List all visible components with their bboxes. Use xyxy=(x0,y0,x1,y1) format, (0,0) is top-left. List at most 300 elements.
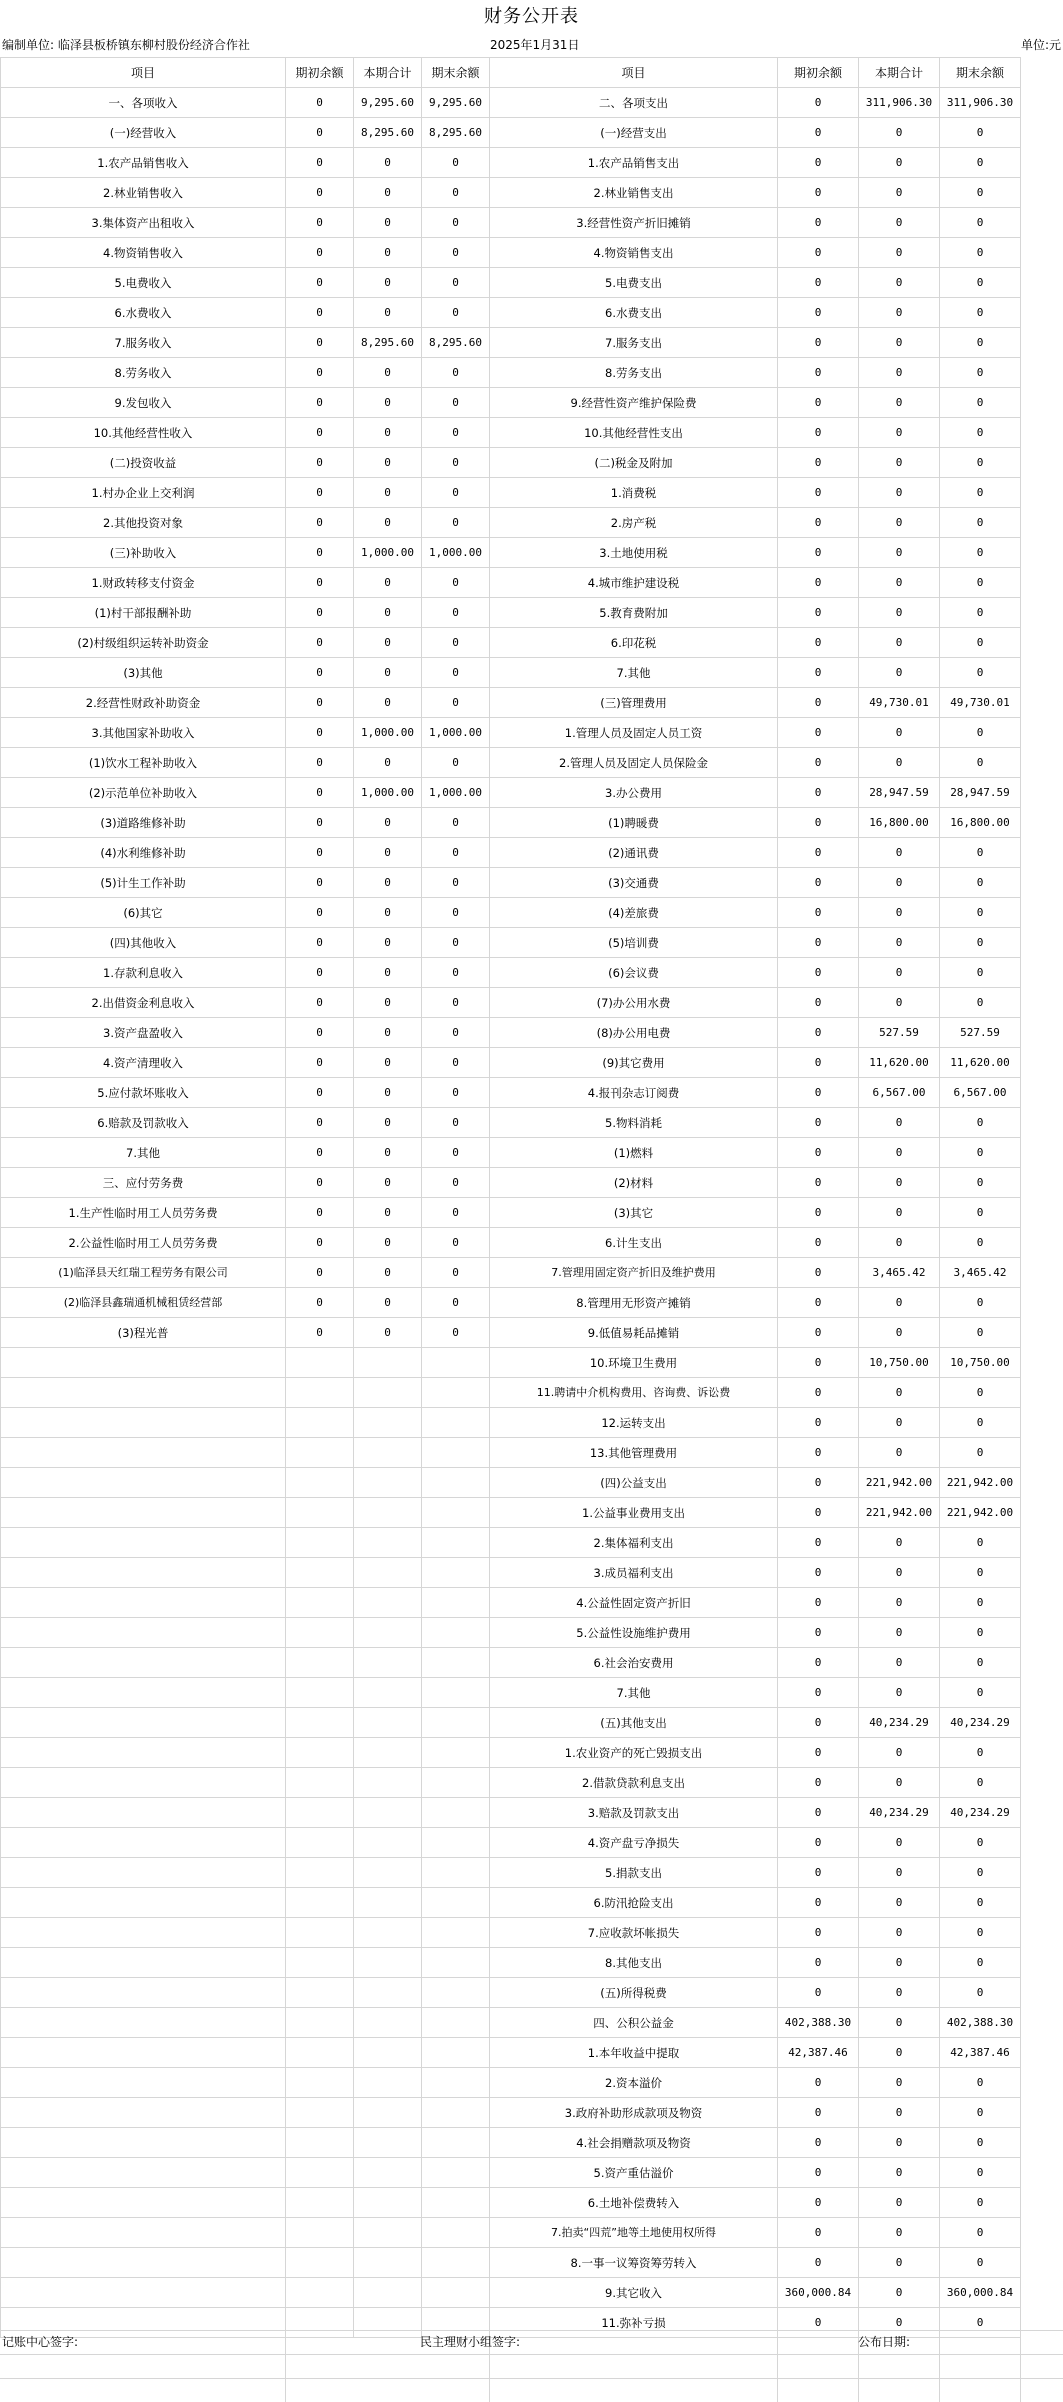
table-row xyxy=(1,1438,1021,1468)
amount-cell: 0 xyxy=(859,1528,940,1558)
table-row xyxy=(1,1078,1021,1108)
amount-cell: 0 xyxy=(778,178,859,208)
table-row xyxy=(1,1288,1021,1318)
table-row xyxy=(1,1768,1021,1798)
income-item-cell xyxy=(1,1708,286,1738)
amount-cell: 0 xyxy=(940,748,1021,778)
expense-item-cell: 8.劳务支出 xyxy=(490,358,778,388)
table-row xyxy=(1,1588,1021,1618)
amount-cell: 0 xyxy=(778,1258,859,1288)
amount-cell: 0 xyxy=(859,2218,940,2248)
amount-cell xyxy=(286,1828,354,1858)
amount-cell: 0 xyxy=(859,928,940,958)
amount-cell: 42,387.46 xyxy=(940,2038,1021,2068)
amount-cell: 0 xyxy=(422,388,490,418)
amount-cell xyxy=(422,1528,490,1558)
income-item-cell xyxy=(1,1498,286,1528)
amount-cell: 0 xyxy=(286,1078,354,1108)
amount-cell: 0 xyxy=(778,2218,859,2248)
table-row xyxy=(1,2128,1021,2158)
expense-item-cell: 二、各项支出 xyxy=(490,88,778,118)
amount-cell: 0 xyxy=(354,478,422,508)
expense-item-cell: 5.捐款支出 xyxy=(490,1858,778,1888)
income-item-cell: 3.集体资产出租收入 xyxy=(1,208,286,238)
amount-cell: 11,620.00 xyxy=(859,1048,940,1078)
amount-cell: 1,000.00 xyxy=(354,778,422,808)
amount-cell xyxy=(422,1588,490,1618)
amount-cell: 0 xyxy=(859,1618,940,1648)
table-row xyxy=(1,1888,1021,1918)
amount-cell: 0 xyxy=(422,418,490,448)
table-row xyxy=(1,1618,1021,1648)
amount-cell: 0 xyxy=(422,448,490,478)
income-item-cell xyxy=(1,2278,286,2308)
amount-cell xyxy=(286,1918,354,1948)
amount-cell xyxy=(286,1978,354,2008)
amount-cell xyxy=(286,1468,354,1498)
table-row xyxy=(1,1918,1021,1948)
income-item-cell xyxy=(1,1588,286,1618)
amount-cell: 0 xyxy=(354,148,422,178)
expense-item-cell: 4.社会捐赠款项及物资 xyxy=(490,2128,778,2158)
amount-cell: 0 xyxy=(940,988,1021,1018)
amount-cell: 0 xyxy=(286,748,354,778)
amount-cell: 0 xyxy=(778,748,859,778)
income-item-cell xyxy=(1,1378,286,1408)
amount-cell: 0 xyxy=(286,118,354,148)
amount-cell: 0 xyxy=(940,1558,1021,1588)
amount-cell: 0 xyxy=(354,1258,422,1288)
expense-item-cell: 6.计生支出 xyxy=(490,1228,778,1258)
amount-cell: 0 xyxy=(940,1678,1021,1708)
expense-item-cell: 6.水费支出 xyxy=(490,298,778,328)
table-row xyxy=(1,208,1021,238)
table-row xyxy=(1,1408,1021,1438)
table-row xyxy=(1,1378,1021,1408)
amount-cell: 0 xyxy=(778,2308,859,2338)
amount-cell: 0 xyxy=(286,808,354,838)
table-row xyxy=(1,2068,1021,2098)
amount-cell: 0 xyxy=(286,1108,354,1138)
amount-cell xyxy=(422,1918,490,1948)
amount-cell: 0 xyxy=(778,538,859,568)
amount-cell xyxy=(286,1738,354,1768)
amount-cell: 0 xyxy=(940,358,1021,388)
expense-item-cell: 11.聘请中介机构费用、咨询费、诉讼费 xyxy=(490,1378,778,1408)
amount-cell xyxy=(354,2128,422,2158)
income-item-cell: 6.水费收入 xyxy=(1,298,286,328)
amount-cell: 0 xyxy=(354,958,422,988)
income-item-cell: (四)其他收入 xyxy=(1,928,286,958)
amount-cell: 0 xyxy=(778,1348,859,1378)
amount-cell: 0 xyxy=(286,388,354,418)
amount-cell: 0 xyxy=(286,868,354,898)
expense-item-cell: 4.公益性固定资产折旧 xyxy=(490,1588,778,1618)
table-row xyxy=(1,148,1021,178)
amount-cell: 0 xyxy=(940,1858,1021,1888)
col-header-closing-left: 期末余额 xyxy=(422,58,490,88)
table-row xyxy=(1,598,1021,628)
amount-cell xyxy=(354,1948,422,1978)
amount-cell xyxy=(286,1708,354,1738)
amount-cell: 0 xyxy=(859,1768,940,1798)
amount-cell xyxy=(286,2218,354,2248)
amount-cell: 0 xyxy=(286,1138,354,1168)
income-item-cell: 2.经营性财政补助资金 xyxy=(1,688,286,718)
amount-cell xyxy=(286,2158,354,2188)
income-item-cell: 4.物资销售收入 xyxy=(1,238,286,268)
amount-cell: 0 xyxy=(859,2008,940,2038)
amount-cell: 0 xyxy=(940,388,1021,418)
amount-cell xyxy=(354,1498,422,1528)
amount-cell xyxy=(286,1648,354,1678)
amount-cell: 0 xyxy=(778,358,859,388)
table-row xyxy=(1,478,1021,508)
table-row xyxy=(1,1468,1021,1498)
amount-cell xyxy=(354,2188,422,2218)
col-header-period-left: 本期合计 xyxy=(354,58,422,88)
page-title: 财务公开表 xyxy=(484,6,579,27)
amount-cell: 0 xyxy=(422,238,490,268)
expense-item-cell: 6.土地补偿费转入 xyxy=(490,2188,778,2218)
amount-cell: 0 xyxy=(940,178,1021,208)
table-row xyxy=(1,748,1021,778)
income-item-cell xyxy=(1,1618,286,1648)
amount-cell: 0 xyxy=(286,358,354,388)
amount-cell xyxy=(286,1558,354,1588)
expense-item-cell: 3.办公费用 xyxy=(490,778,778,808)
amount-cell: 0 xyxy=(778,418,859,448)
amount-cell: 0 xyxy=(859,2278,940,2308)
amount-cell: 0 xyxy=(354,898,422,928)
table-row xyxy=(1,1798,1021,1828)
expense-item-cell: (一)经营支出 xyxy=(490,118,778,148)
expense-item-cell: 3.土地使用税 xyxy=(490,538,778,568)
expense-item-cell: 7.应收款坏帐损失 xyxy=(490,1918,778,1948)
amount-cell: 0 xyxy=(940,1288,1021,1318)
amount-cell: 0 xyxy=(859,388,940,418)
amount-cell: 0 xyxy=(778,928,859,958)
amount-cell: 0 xyxy=(778,1888,859,1918)
amount-cell: 0 xyxy=(354,1318,422,1348)
expense-item-cell: 5.资产重估溢价 xyxy=(490,2158,778,2188)
income-item-cell xyxy=(1,2248,286,2278)
expense-item-cell: 13.其他管理费用 xyxy=(490,1438,778,1468)
table-row xyxy=(1,1318,1021,1348)
amount-cell: 0 xyxy=(778,118,859,148)
amount-cell: 0 xyxy=(859,1288,940,1318)
amount-cell: 0 xyxy=(422,358,490,388)
amount-cell: 0 xyxy=(940,298,1021,328)
amount-cell: 0 xyxy=(286,718,354,748)
amount-cell: 0 xyxy=(940,1768,1021,1798)
amount-cell: 8,295.60 xyxy=(422,118,490,148)
table-row xyxy=(1,808,1021,838)
amount-cell xyxy=(286,1528,354,1558)
amount-cell: 0 xyxy=(354,508,422,538)
amount-cell: 0 xyxy=(354,808,422,838)
amount-cell: 0 xyxy=(940,118,1021,148)
amount-cell: 0 xyxy=(778,508,859,538)
amount-cell: 0 xyxy=(778,1798,859,1828)
amount-cell: 0 xyxy=(778,208,859,238)
table-row xyxy=(1,2248,1021,2278)
amount-cell xyxy=(422,2008,490,2038)
expense-item-cell: 5.教育费附加 xyxy=(490,598,778,628)
table-row xyxy=(1,1558,1021,1588)
amount-cell xyxy=(286,1798,354,1828)
amount-cell: 0 xyxy=(859,2308,940,2338)
amount-cell: 0 xyxy=(354,688,422,718)
amount-cell: 0 xyxy=(859,1318,940,1348)
amount-cell xyxy=(286,1678,354,1708)
table-row xyxy=(1,1018,1021,1048)
amount-cell: 0 xyxy=(940,2098,1021,2128)
table-row xyxy=(1,1228,1021,1258)
amount-cell: 0 xyxy=(778,1138,859,1168)
footer-bottom-line xyxy=(0,2378,1063,2379)
amount-cell: 0 xyxy=(286,1228,354,1258)
amount-cell: 0 xyxy=(940,2218,1021,2248)
table-row xyxy=(1,448,1021,478)
amount-cell xyxy=(354,1528,422,1558)
amount-cell: 0 xyxy=(859,1108,940,1138)
amount-cell: 0 xyxy=(778,1768,859,1798)
amount-cell: 0 xyxy=(940,1108,1021,1138)
income-item-cell: (3)道路维修补助 xyxy=(1,808,286,838)
amount-cell: 0 xyxy=(940,928,1021,958)
amount-cell: 0 xyxy=(859,1558,940,1588)
expense-item-cell: (五)所得税费 xyxy=(490,1978,778,2008)
expense-item-cell: (6)会议费 xyxy=(490,958,778,988)
expense-item-cell: (7)办公用水费 xyxy=(490,988,778,1018)
income-item-cell: 1.财政转移支付资金 xyxy=(1,568,286,598)
amount-cell: 40,234.29 xyxy=(940,1708,1021,1738)
amount-cell xyxy=(354,1888,422,1918)
amount-cell: 0 xyxy=(859,1828,940,1858)
income-item-cell xyxy=(1,1678,286,1708)
expense-item-cell: (8)办公用电费 xyxy=(490,1018,778,1048)
amount-cell xyxy=(422,1888,490,1918)
expense-item-cell: 12.运转支出 xyxy=(490,1408,778,1438)
table-body xyxy=(1,88,1021,2338)
expense-item-cell: 8.其他支出 xyxy=(490,1948,778,1978)
amount-cell: 527.59 xyxy=(940,1018,1021,1048)
amount-cell xyxy=(422,1438,490,1468)
amount-cell xyxy=(354,1588,422,1618)
amount-cell xyxy=(354,1798,422,1828)
report-date: 2025年1月31日 xyxy=(490,38,580,52)
amount-cell xyxy=(354,2278,422,2308)
amount-cell xyxy=(354,2098,422,2128)
income-item-cell xyxy=(1,1648,286,1678)
amount-cell: 0 xyxy=(859,1378,940,1408)
income-item-cell: (3)其他 xyxy=(1,658,286,688)
expense-item-cell: (五)其他支出 xyxy=(490,1708,778,1738)
income-item-cell: 2.其他投资对象 xyxy=(1,508,286,538)
expense-item-cell: 3.赔款及罚款支出 xyxy=(490,1798,778,1828)
amount-cell: 0 xyxy=(778,1408,859,1438)
amount-cell: 0 xyxy=(354,448,422,478)
table-row xyxy=(1,1978,1021,2008)
income-item-cell: 2.公益性临时用工人员劳务费 xyxy=(1,1228,286,1258)
amount-cell: 402,388.30 xyxy=(778,2008,859,2038)
amount-cell: 0 xyxy=(778,1288,859,1318)
amount-cell: 0 xyxy=(859,478,940,508)
income-item-cell xyxy=(1,1408,286,1438)
amount-cell xyxy=(286,1348,354,1378)
amount-cell: 0 xyxy=(940,268,1021,298)
amount-cell xyxy=(354,2218,422,2248)
amount-cell: 0 xyxy=(778,448,859,478)
amount-cell xyxy=(354,1408,422,1438)
amount-cell: 0 xyxy=(778,1918,859,1948)
amount-cell: 0 xyxy=(354,178,422,208)
amount-cell xyxy=(354,1378,422,1408)
amount-cell xyxy=(422,1738,490,1768)
income-item-cell: (1)临泽县天红瑞工程劳务有限公司 xyxy=(1,1258,286,1288)
amount-cell: 221,942.00 xyxy=(859,1498,940,1528)
footer-divider xyxy=(1020,2330,1021,2402)
finance-group-signature: 民主理财小组签字: xyxy=(420,2335,521,2349)
amount-cell: 0 xyxy=(286,538,354,568)
amount-cell: 0 xyxy=(778,898,859,928)
amount-cell: 0 xyxy=(286,328,354,358)
amount-cell: 0 xyxy=(422,868,490,898)
amount-cell: 0 xyxy=(859,358,940,388)
table-row xyxy=(1,1678,1021,1708)
amount-cell: 0 xyxy=(286,178,354,208)
amount-cell: 0 xyxy=(859,628,940,658)
amount-cell: 0 xyxy=(354,928,422,958)
amount-cell: 0 xyxy=(940,1378,1021,1408)
amount-cell: 221,942.00 xyxy=(859,1468,940,1498)
amount-cell xyxy=(286,1858,354,1888)
income-item-cell: 2.出借资金利息收入 xyxy=(1,988,286,1018)
amount-cell: 0 xyxy=(422,568,490,598)
amount-cell: 0 xyxy=(778,1048,859,1078)
income-item-cell: (5)计生工作补助 xyxy=(1,868,286,898)
amount-cell: 0 xyxy=(286,448,354,478)
table-row xyxy=(1,568,1021,598)
amount-cell: 0 xyxy=(778,388,859,418)
income-item-cell: (一)经营收入 xyxy=(1,118,286,148)
amount-cell xyxy=(354,2308,422,2338)
income-item-cell: 2.林业销售收入 xyxy=(1,178,286,208)
expense-item-cell: 4.报刊杂志订阅费 xyxy=(490,1078,778,1108)
amount-cell: 0 xyxy=(778,988,859,1018)
amount-cell: 0 xyxy=(940,598,1021,628)
amount-cell xyxy=(354,1648,422,1678)
expense-item-cell: 10.环境卫生费用 xyxy=(490,1348,778,1378)
amount-cell: 0 xyxy=(940,1438,1021,1468)
amount-cell: 0 xyxy=(859,448,940,478)
amount-cell: 0 xyxy=(286,238,354,268)
amount-cell: 0 xyxy=(778,1978,859,2008)
amount-cell: 0 xyxy=(778,1018,859,1048)
expense-item-cell: 1.管理人员及固定人员工资 xyxy=(490,718,778,748)
table-row xyxy=(1,1828,1021,1858)
amount-cell: 10,750.00 xyxy=(859,1348,940,1378)
amount-cell: 8,295.60 xyxy=(354,328,422,358)
expense-item-cell: 7.服务支出 xyxy=(490,328,778,358)
amount-cell: 0 xyxy=(859,328,940,358)
amount-cell xyxy=(422,2188,490,2218)
amount-cell: 0 xyxy=(778,1318,859,1348)
income-item-cell xyxy=(1,1438,286,1468)
amount-cell: 0 xyxy=(859,658,940,688)
amount-cell: 0 xyxy=(859,1738,940,1768)
income-item-cell xyxy=(1,1348,286,1378)
income-item-cell: 8.劳务收入 xyxy=(1,358,286,388)
footer-mid-line xyxy=(0,2354,1063,2355)
amount-cell xyxy=(286,2278,354,2308)
amount-cell: 0 xyxy=(354,358,422,388)
expense-item-cell: (2)通讯费 xyxy=(490,838,778,868)
table-row xyxy=(1,2098,1021,2128)
amount-cell xyxy=(354,1858,422,1888)
amount-cell: 0 xyxy=(354,388,422,418)
expense-item-cell: 6.社会治安费用 xyxy=(490,1648,778,1678)
income-item-cell: (2)村级组织运转补助资金 xyxy=(1,628,286,658)
income-item-cell: 7.其他 xyxy=(1,1138,286,1168)
amount-cell: 0 xyxy=(778,2128,859,2158)
income-item-cell xyxy=(1,1738,286,1768)
amount-cell xyxy=(354,1348,422,1378)
amount-cell: 0 xyxy=(859,1408,940,1438)
income-item-cell: 一、各项收入 xyxy=(1,88,286,118)
income-item-cell xyxy=(1,1798,286,1828)
amount-cell: 0 xyxy=(940,418,1021,448)
amount-cell: 0 xyxy=(354,208,422,238)
table-row xyxy=(1,358,1021,388)
amount-cell: 0 xyxy=(778,1228,859,1258)
amount-cell: 0 xyxy=(354,748,422,778)
amount-cell: 6,567.00 xyxy=(859,1078,940,1108)
amount-cell: 0 xyxy=(778,1708,859,1738)
amount-cell: 0 xyxy=(422,298,490,328)
income-item-cell: (4)水利维修补助 xyxy=(1,838,286,868)
amount-cell: 1,000.00 xyxy=(422,538,490,568)
expense-item-cell: 1.消费税 xyxy=(490,478,778,508)
amount-cell xyxy=(286,1438,354,1468)
amount-cell: 1,000.00 xyxy=(354,538,422,568)
amount-cell: 0 xyxy=(940,1918,1021,1948)
amount-cell xyxy=(422,2218,490,2248)
amount-cell: 0 xyxy=(354,1228,422,1258)
col-header-item-right: 项目 xyxy=(490,58,778,88)
expense-item-cell: 9.其它收入 xyxy=(490,2278,778,2308)
expense-item-cell: 5.电费支出 xyxy=(490,268,778,298)
table-row xyxy=(1,1738,1021,1768)
amount-cell: 42,387.46 xyxy=(778,2038,859,2068)
expense-item-cell: 2.房产税 xyxy=(490,508,778,538)
amount-cell: 8,295.60 xyxy=(354,118,422,148)
amount-cell: 0 xyxy=(286,1318,354,1348)
table-row xyxy=(1,2038,1021,2068)
amount-cell: 0 xyxy=(286,568,354,598)
amount-cell xyxy=(354,2038,422,2068)
amount-cell: 0 xyxy=(422,1108,490,1138)
expense-item-cell: 6.印花税 xyxy=(490,628,778,658)
amount-cell: 49,730.01 xyxy=(859,688,940,718)
income-item-cell: (3)程光普 xyxy=(1,1318,286,1348)
amount-cell: 0 xyxy=(422,808,490,838)
amount-cell: 0 xyxy=(354,988,422,1018)
amount-cell: 6,567.00 xyxy=(940,1078,1021,1108)
amount-cell xyxy=(422,1708,490,1738)
amount-cell: 0 xyxy=(859,148,940,178)
